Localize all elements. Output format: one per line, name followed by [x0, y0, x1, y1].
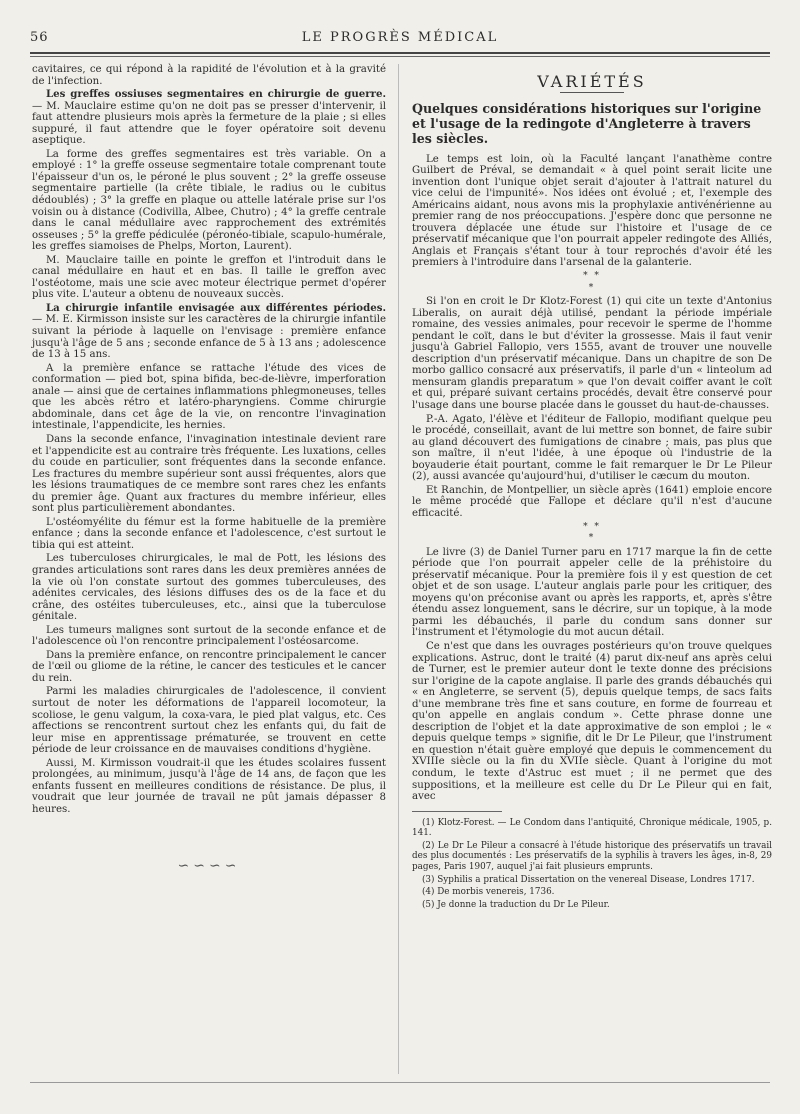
section-rule [560, 92, 624, 93]
footnote: (3) Syphilis a pratical Dissertation on the venereal Disease, Londres 1717. [422, 874, 755, 885]
header-rule-thin [30, 56, 770, 57]
paragraph [412, 154, 772, 269]
paragraph [412, 485, 772, 520]
paragraph [32, 650, 386, 685]
paragraph [32, 64, 386, 87]
paragraph [412, 296, 772, 411]
footnotes [412, 818, 772, 911]
paragraph-text: M. Mauclaire taille en pointe le greffon et l'introduit dans le canal médullaire en haut et en bas. Il taille le greffon avec l'ostéotome, mais une scie avec moteur électrique permet d'opérer plus vite. L'auteur a obtenu de nouveaux succès. [32, 254, 386, 301]
paragraph-text: Les tuberculoses chirurgicales, le mal de Pott, les lésions des grandes articulations sont rares dans les deux premières années de la vie où l'on constate surtout des gommes tuberculeuses, des adénites cervicales, des lésions diffuses des os de la face et du crâne, des ostéites tuberculeuses, etc., ainsi que la tuberculose génitale. [32, 553, 386, 623]
paragraph [32, 89, 386, 147]
rubric-title: La chirurgie infantile envisagée aux différentes périodes. [46, 301, 386, 314]
end-flourish: ∽∽∽∽ [177, 858, 241, 875]
asterism: * * * [583, 271, 601, 293]
paragraph [32, 625, 386, 648]
paragraph-text: cavitaires, ce qui répond à la rapidité de l'évolution et à la gravité de l'infection. [32, 64, 386, 87]
footnote: (4) De morbis venereis, 1736. [422, 887, 555, 898]
paragraph [32, 149, 386, 253]
paragraph [32, 758, 386, 816]
paragraph-text: Parmi les maladies chirurgicales de l'adolescence, il convient surtout de noter les déformations de l'appareil locomoteur, la scoliose, le genu valgum, la coxa-vara, le pied plat valgus, etc. Ces affections se rencontrent surtout chez les enfants qui, du fait de leur mise en apprentissage prématurée, se trouvent en cette période de leur croissance en de mauvaises conditions d'hygiène. [32, 686, 386, 756]
paragraph [412, 547, 772, 639]
paragraph-text: — M. E. Kirmisson insiste sur les caractères de la chirurgie infantile suivant la période à laquelle on l'envisage : première enfance jusqu'à l'âge de 5 ans ; seconde enfance de 5 à 13 ans ; adolescence de 13 à 15 ans. [32, 314, 386, 361]
right-column [412, 64, 772, 912]
article-title: Quelques considérations historiques sur l'origine et l'usage de la redingote d'Angleterre à travers les siècles. [412, 100, 762, 146]
paragraph [412, 414, 772, 483]
paragraph-text: A la première enfance se rattache l'étude des vices de conformation — pied bot, spina bifida, bec-de-lièvre, imperforation anale — ainsi que de certaines inflammations phlegmoneuses, telles que les abcès rétro et latéro-pharyngiens. Comme chirurgie abdominale, dans cet âge de la vie, on rencontre l'invagination intestinale, l'appendicite, les hernies. [32, 362, 386, 432]
paragraph [32, 303, 386, 361]
footnote: (1) Klotz-Forest. — Le Condom dans l'antiquité, Chronique médicale, 1905, p. 141. [412, 817, 772, 839]
left-column [32, 64, 386, 873]
paragraph-text: Les tumeurs malignes sont surtout de la seconde enfance et de l'adolescence où l'on rencontre principalement l'ostéosarcome. [32, 624, 386, 648]
paragraph-text: Ce n'est que dans les ouvrages postérieurs qu'on trouve quelques explications. Astruc, dont le traité (4) parut dix-neuf ans après celui de Turner, est le premier auteur dont le texte donne des précisions sur l'origine de la capote anglaise. Il parle des grands débauchés qui « en Angleterre, se servent (5), depuis quelque temps, de sacs faits d'une membrane très fine et sans couture, en forme de fourreau et qu'on appelle en anglais condum ». Cette phrase donne une description de l'objet et la date approximative de son emploi ; le « depuis quelque temps » signifie, dit le Dr Le Pileur, que l'instrument en question n'était guère employé que depuis le commencement du XVIIIe siècle ou la fin du XVIIe siècle. Quant à l'origine du mot condum, le texte d'Astruc est muet ; il ne permet que des suppositions, et la meilleure est celle du Dr Le Pileur qui en fait, avec [412, 640, 772, 803]
paragraph-text: Le livre (3) de Daniel Turner paru en 1717 marque la fin de cette période que l'on pourrait appeler celle de la préhistoire du préservatif mécanique. Pour la première fois il y est question de cet objet et de son usage. L'auteur anglais parle pour les critiquer, des moyens qu'on préconise avant ou après les rapports, et, après s'être étendu assez longuement, sans le décrire, sur un topique, à la mode parmi les débauchés, il parle du condum sans donner sur l'instrument et l'étymologie du mot aucun détail. [412, 546, 772, 639]
paragraph-text: L'ostéomyélite du fémur est la forme habituelle de la première enfance ; dans la seconde enfance et l'adolescence, c'est surtout le tibia qui est atteint. [32, 516, 386, 551]
rubric-title: Les greffes ossiuses segmentaires en chirurgie de guerre. [46, 88, 386, 101]
bottom-rule [30, 1082, 770, 1083]
paragraph-text: Le temps est loin, où la Faculté lançant l'anathème contre Guilbert de Préval, se demandait « à quel point serait licite une invention dont l'unique objet serait d'ajouter à l'attrait naturel du vice celui de l'impunité». Nos idées ont évolué ; et, l'exemple des Américains aidant, nous avons mis la prophylaxie antivénérienne au premier rang de nos préoccupations. J'espère donc que personne ne trouvera déplacée une étude sur l'histoire et l'usage de ce préservatif mécanique que l'on pourrait appeler redingote des Alliés, Anglais et Français s'étant tour à tour reprochés d'avoir été les premiers à l'introduire dans l'arsenal de la galanterie. [412, 153, 772, 269]
paragraph-text: Dans la première enfance, on rencontre principalement le cancer de l'œil ou gliome de la rétine, le cancer des testicules et le cancer du rein. [32, 649, 386, 684]
section-title: VARIÉTÉS [537, 72, 647, 91]
paragraph [32, 434, 386, 515]
paragraph [412, 641, 772, 803]
column-divider [398, 64, 399, 1074]
paragraph [32, 553, 386, 622]
paragraph-text: Aussi, M. Kirmisson voudrait-il que les études scolaires fussent prolongées, au minimum, jusqu'à l'âge de 14 ans, de façon que les enfants fussent en meilleures conditions de résistance. De plus, il voudrait que leur journée de travail ne pût jamais dépasser 8 heures. [32, 757, 386, 815]
running-head: LE PROGRÈS MÉDICAL [301, 30, 499, 45]
paragraph [32, 517, 386, 552]
paragraph-text: Et Ranchin, de Montpellier, un siècle après (1641) emploie encore le même procédé que Fallope et déclare qu'il n'est d'aucune efficacité. [412, 484, 772, 519]
footnote: (5) Je donne la traduction du Dr Le Pileur. [422, 899, 610, 910]
paragraph [32, 255, 386, 301]
footnote-rule [412, 811, 502, 812]
paragraph-text: P.-A. Agato, l'élève et l'éditeur de Fallopio, modifiant quelque peu le procédé, conseillait, avant de lui mettre son bonnet, de faire subir au gland découvert des fumigations de cinabre ; mais, pas plus que son maître, il n'eut l'idée, à une époque où l'industrie de la boyauderie était pourtant, comme le fait remarquer le Dr Le Pileur (2), aussi avancée qu'aujourd'hui, d'utiliser le cæcum du mouton. [412, 413, 772, 483]
paragraph [32, 686, 386, 755]
paragraph-text: — M. Mauclaire estime qu'on ne doit pas se presser d'intervenir, il faut attendre plusieurs mois après la fermeture de la plaie ; si elles suppuré, il faut attendre que le foyer opératoire soit devenu aseptique. [32, 100, 386, 147]
paragraph-text: Dans la seconde enfance, l'invagination intestinale devient rare et l'appendicite est au contraire très fréquente. Les luxations, celles du coude en particulier, sont fréquentes dans la seconde enfance. Les fractures du membre supérieur sont aussi fréquentes, alors que les lésions traumatiques de ce membre sont rares chez les enfants du premier âge. Quant aux fractures du membre inférieur, elles sont plus particulièrement abondantes. [32, 433, 386, 515]
page-number: 56 [30, 30, 49, 45]
footnote: (2) Le Dr Le Pileur a consacré à l'étude historique des préservatifs un travail des plus documentés : Les préservatifs de la syphilis à travers les âges, in-8, 29 pages, Paris 1907, auquel j'ai fait plusieurs emprunts. [412, 840, 772, 872]
paragraph [32, 363, 386, 432]
asterism: * * * [583, 521, 601, 544]
header-rule [30, 52, 770, 54]
paragraph-text: La forme des greffes segmentaires est très variable. On a employé : 1° la greffe osseuse segmentaire totale comprenant toute l'épaisseur d'un os, le péroné le plus souvent ; 2° la greffe osseuse segmentaire partielle (la crête tibiale, le radius ou le cubitus dédoublés) ; 3° la greffe en plaque ou attelle latérale prise sur l'os voisin ou à distance (Codivilla, Albee, Chutro) ; 4° la greffe centrale dans le canal médullaire avec rapprochement des extrémités osseuses ; 5° la greffe pédiculée (péronéo-tibiale, scapulo-humérale, les greffes siamoises de Phelps, Morton, Laurent). [32, 148, 386, 253]
paragraph-text: Si l'on en croit le Dr Klotz-Forest (1) qui cite un texte d'Antonius Liberalis, on aurait déjà utilisé, pendant la période impériale romaine, des vessies animales, pour recevoir le sperme de l'homme pendant le coït, dans le but d'éviter la grossesse. Mais il faut venir jusqu'à Gabriel Fallopio, vers 1555, avant de trouver une nouvelle description d'un préservatif mécanique. Dans un chapitre de son De morbo gallico consacré aux préservatifs, il parle d'un « linteolum ad mensuram glandis preparatum » que l'on devait coiffer avant le coït et qui, préparé suivant certains procédés, devait être conservé pour l'usage dans une bourse placée dans le gousset du haut-de-chausses. [412, 296, 772, 412]
